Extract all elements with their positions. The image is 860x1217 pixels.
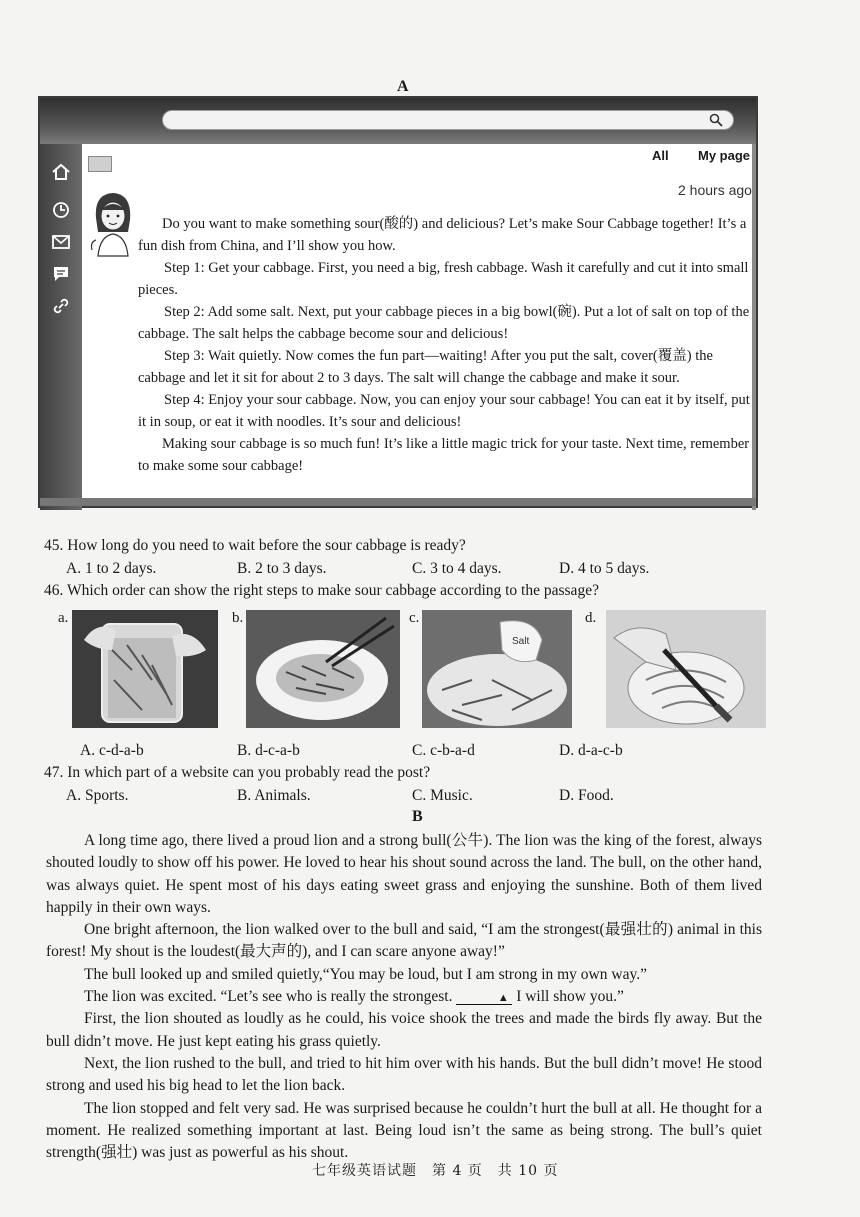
passage-b-p4-before: The lion was excited. “Let’s see who is really the strongest. [84,988,453,1006]
picture-a-jar [72,610,218,728]
tab-all[interactable]: All [652,148,669,163]
q45-option-d: D. 4 to 5 days. [559,560,650,577]
scroll-edge [752,144,756,510]
picture-label-a: a. [58,610,69,626]
question-47: 47. In which part of a website can you probably read the post? [44,764,431,781]
browser-bottom-bar [40,498,756,506]
passage-b-paragraph-2: One bright afternoon, the lion walked over to the bull and said, “I am the strongest(最强壮的) animal in this forest! My shout is the loudest(最大声的), and I can scare anyone away!” [46,921,762,961]
q45-option-c: C. 3 to 4 days. [412,560,502,577]
search-bar[interactable] [162,110,734,130]
post-step-1: Step 1: Get your cabbage. First, you need a big, fresh cabbage. Wash it carefully and cut it into small pieces. [138,260,749,298]
passage-b-paragraph-1: A long time ago, there lived a proud lion and a strong bull(公牛). The lion was the king of the forest, always shouted loudly to show off his power. He loved to hear his shout sound across the land. The bull, on the other hand, was always quiet. He spent most of his days eating sweet grass and enjoying the sunshine. Both of them lived happily in their own ways. [46,832,762,916]
post-step-4: Step 4: Enjoy your sour cabbage. Now, you can enjoy your sour cabbage! You can eat it by itself, put it in soup, or eat it with noodles. It’s sour and delicious! [138,392,750,430]
picture-label-b: b. [232,610,244,626]
avatar [86,188,140,258]
passage-b-paragraph-5: First, the lion shouted as loudly as he could, his voice shook the trees and made the birds fly away. But the bull didn’t move. He just kept eating his grass quietly. [46,1010,762,1050]
home-icon[interactable] [51,162,71,182]
browser-sidebar [40,144,82,510]
mail-icon[interactable] [51,232,71,252]
picture-d-knife [606,610,766,728]
chat-icon[interactable] [51,264,71,284]
post-closing: Making sour cabbage is so much fun! It’s like a little magic trick for your taste. Next time, remember to make some sour cabbage! [138,436,750,474]
passage-b-paragraph-4 [46,986,762,1008]
q46-option-b: B. d-c-a-b [237,742,300,759]
passage-b-p4-after: I will show you.” [516,988,624,1006]
salt-label: Salt [512,636,530,647]
answer-blank[interactable]: ▲ [456,992,512,1005]
q46-option-a: A. c-d-a-b [80,742,144,759]
picture-label-d: d. [585,610,597,626]
q46-option-c: C. c-b-a-d [412,742,475,759]
q45-option-b: B. 2 to 3 days. [237,560,327,577]
q45-option-a: A. 1 to 2 days. [66,560,157,577]
link-icon[interactable] [51,296,71,316]
search-icon[interactable] [709,113,723,127]
image-thumbnail-icon[interactable] [88,156,112,172]
post-intro: Do you want to make something sour(酸的) and delicious? Let’s make Sour Cabbage together! It’s a fun dish from China, and I’ll show you how. [138,216,747,254]
tab-my-page[interactable]: My page [698,148,751,163]
post-timestamp: 2 hours ago [678,182,752,198]
q46-option-d: D. d-a-c-b [559,742,623,759]
q47-option-c: C. Music. [412,787,473,804]
question-46: 46. Which order can show the right steps to make sour cabbage according to the passage? [44,582,599,599]
q47-option-b: B. Animals. [237,787,311,804]
post-body [138,213,750,477]
picture-label-c: c. [409,610,420,626]
passage-b [46,830,762,1164]
picture-b-plate [246,610,400,728]
browser-mockup [38,96,758,508]
browser-toolbar [40,98,756,144]
q47-option-a: A. Sports. [66,787,129,804]
post-step-2: Step 2: Add some salt. Next, put your cabbage pieces in a big bowl(碗). Put a lot of salt on top of the cabbage. The salt helps the cabbage become sour and delicious! [138,304,750,342]
section-b-label: B [412,808,423,825]
clock-icon[interactable] [51,200,71,220]
question-45: 45. How long do you need to wait before the sour cabbage is ready? [44,537,466,554]
passage-b-paragraph-6: Next, the lion rushed to the bull, and tried to hit him over with his hands. But the bull didn’t move! He stood strong and used his big head to let the lion back. [46,1054,762,1095]
page-footer: 七年级英语试题 第 4 页 共 10 页 [312,1163,559,1179]
section-a-label: A [397,78,409,95]
picture-c-salt [422,610,572,728]
q47-option-d: D. Food. [559,787,614,804]
post-step-3: Step 3: Wait quietly. Now comes the fun part—waiting! After you put the salt, cover(覆盖) the cabbage and let it sit for about 2 to 3 days. The salt will change the cabbage and make it sour. [138,348,713,386]
passage-b-paragraph-3: The bull looked up and smiled quietly,“You may be loud, but I am strong in my own way.” [84,965,647,983]
passage-b-paragraph-7: The lion stopped and felt very sad. He was surprised because he couldn’t hurt the bull at all. He thought for a moment. He realized something important at last. Being loud isn’t the same as being strong. The bull’s quiet strength(强壮) was just as powerful as his shout. [46,1099,762,1162]
